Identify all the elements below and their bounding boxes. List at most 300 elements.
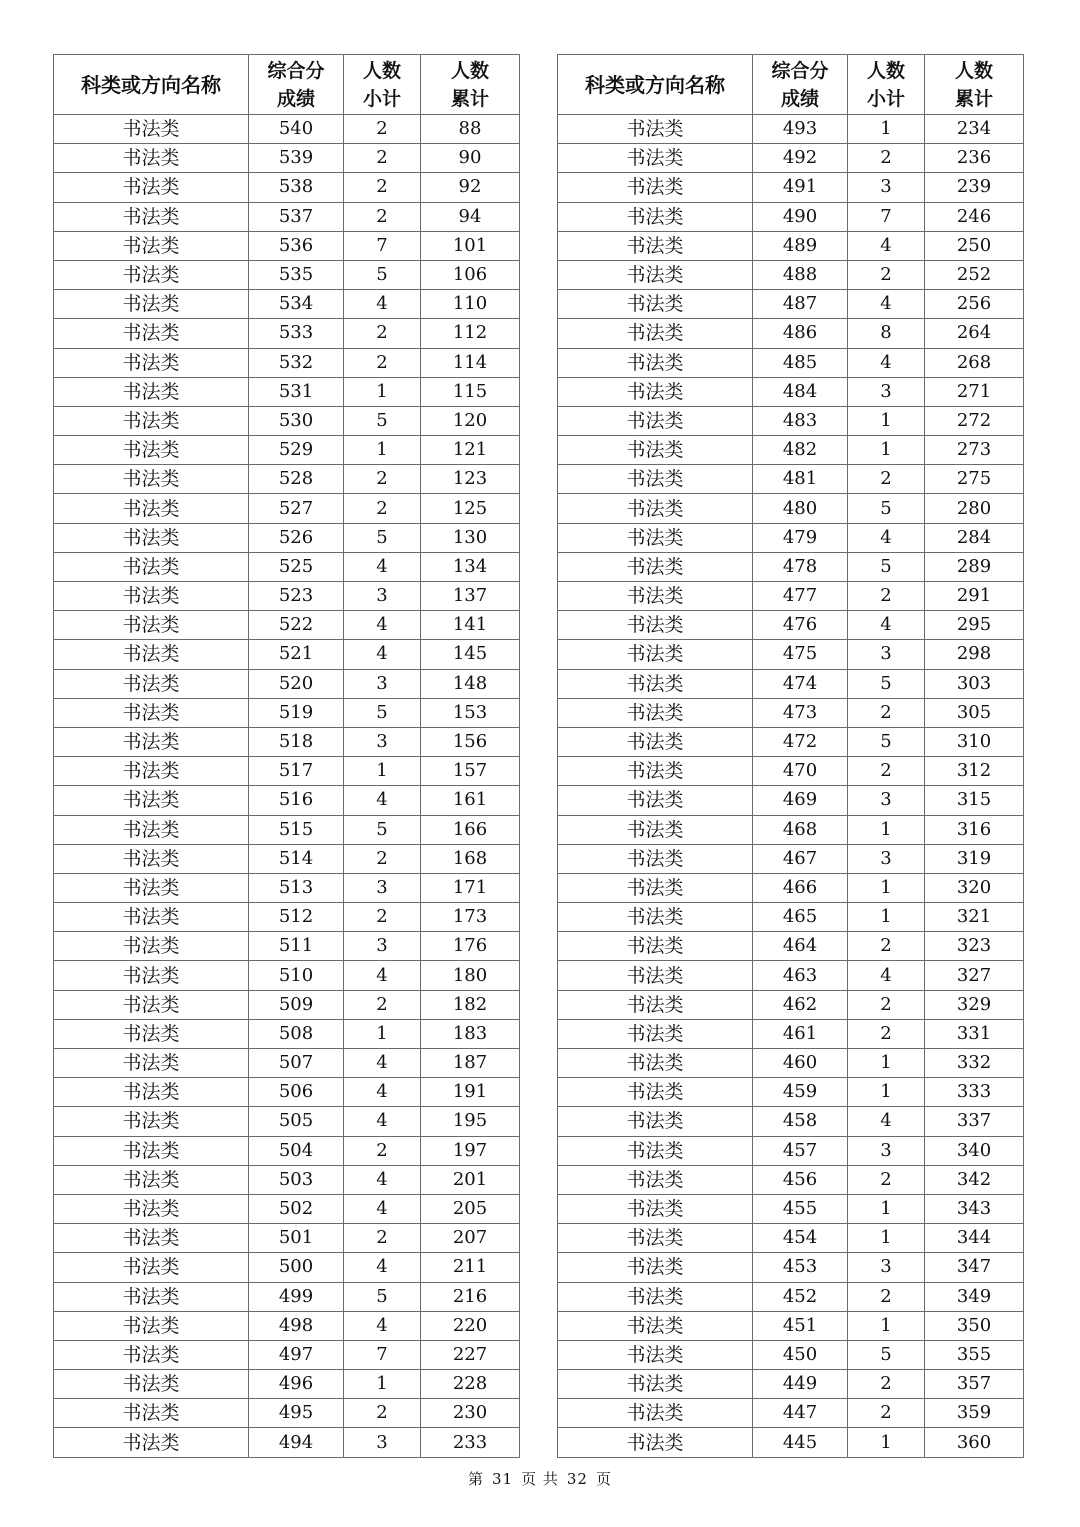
footer-middle: 页 共 — [521, 1470, 559, 1488]
cell-score: 506 — [249, 1078, 344, 1107]
table-row — [558, 640, 1024, 669]
cell-score: 479 — [753, 523, 848, 552]
cell-count: 2 — [344, 1399, 421, 1428]
cell-score: 458 — [753, 1107, 848, 1136]
cell-count: 5 — [344, 406, 421, 435]
cell-category: 书法类 — [54, 1224, 249, 1253]
table-row — [54, 873, 520, 902]
table-row — [54, 611, 520, 640]
cell-score: 522 — [249, 611, 344, 640]
cell-cumulative: 273 — [925, 436, 1024, 465]
cell-cumulative: 316 — [925, 815, 1024, 844]
table-row — [558, 698, 1024, 727]
cell-score: 505 — [249, 1107, 344, 1136]
cell-count: 1 — [848, 1311, 925, 1340]
cell-category: 书法类 — [558, 640, 753, 669]
cell-count: 5 — [344, 1282, 421, 1311]
cell-score: 476 — [753, 611, 848, 640]
cell-category: 书法类 — [54, 173, 249, 202]
cell-count: 4 — [344, 1107, 421, 1136]
table-row — [558, 1311, 1024, 1340]
cell-cumulative: 90 — [421, 144, 520, 173]
cell-cumulative: 183 — [421, 1019, 520, 1048]
cell-count: 2 — [344, 202, 421, 231]
cell-cumulative: 343 — [925, 1194, 1024, 1223]
cell-score: 504 — [249, 1136, 344, 1165]
table-row — [558, 1194, 1024, 1223]
cell-category: 书法类 — [558, 465, 753, 494]
cell-category: 书法类 — [558, 1311, 753, 1340]
table-row — [54, 757, 520, 786]
cell-count: 1 — [848, 436, 925, 465]
table-row — [54, 815, 520, 844]
cell-cumulative: 321 — [925, 903, 1024, 932]
cell-score: 482 — [753, 436, 848, 465]
cell-cumulative: 252 — [925, 260, 1024, 289]
table-row — [54, 406, 520, 435]
cell-cumulative: 298 — [925, 640, 1024, 669]
cell-count: 2 — [848, 144, 925, 173]
cell-count: 5 — [344, 523, 421, 552]
cell-score: 480 — [753, 494, 848, 523]
cell-count: 2 — [344, 115, 421, 144]
cell-count: 3 — [848, 786, 925, 815]
table-row — [558, 669, 1024, 698]
cell-cumulative: 272 — [925, 406, 1024, 435]
cell-score: 454 — [753, 1224, 848, 1253]
cell-category: 书法类 — [558, 144, 753, 173]
cell-score: 532 — [249, 348, 344, 377]
cell-count: 1 — [344, 377, 421, 406]
cell-count: 3 — [344, 932, 421, 961]
score-table-right — [557, 54, 1024, 1458]
cell-category: 书法类 — [558, 1428, 753, 1457]
table-row — [558, 1165, 1024, 1194]
cell-cumulative: 161 — [421, 786, 520, 815]
table-row — [54, 173, 520, 202]
cell-cumulative: 121 — [421, 436, 520, 465]
table-row — [558, 260, 1024, 289]
cell-category: 书法类 — [558, 1282, 753, 1311]
table-row — [558, 873, 1024, 902]
cell-count: 3 — [848, 1253, 925, 1282]
cell-count: 4 — [848, 961, 925, 990]
cell-count: 3 — [848, 844, 925, 873]
cell-count: 1 — [848, 1078, 925, 1107]
table-row — [54, 115, 520, 144]
cell-category: 书法类 — [558, 494, 753, 523]
cell-cumulative: 141 — [421, 611, 520, 640]
cell-cumulative: 110 — [421, 290, 520, 319]
table-row — [558, 1078, 1024, 1107]
header-category: 科类或方向名称 — [558, 55, 753, 115]
cell-cumulative: 256 — [925, 290, 1024, 319]
header-count — [344, 55, 421, 115]
cell-score: 489 — [753, 231, 848, 260]
table-row — [558, 582, 1024, 611]
cell-category: 书法类 — [54, 1282, 249, 1311]
table-row — [558, 757, 1024, 786]
cell-category: 书法类 — [54, 611, 249, 640]
cell-count: 2 — [848, 1165, 925, 1194]
cell-count: 4 — [848, 523, 925, 552]
cell-category: 书法类 — [54, 319, 249, 348]
cell-category: 书法类 — [54, 815, 249, 844]
cell-score: 459 — [753, 1078, 848, 1107]
cell-cumulative: 182 — [421, 990, 520, 1019]
cell-cumulative: 180 — [421, 961, 520, 990]
cell-score: 539 — [249, 144, 344, 173]
cell-cumulative: 289 — [925, 552, 1024, 581]
header-category: 科类或方向名称 — [54, 55, 249, 115]
table-row — [558, 1136, 1024, 1165]
table-row — [558, 494, 1024, 523]
cell-count: 8 — [848, 319, 925, 348]
header-cum-line2: 累计 — [954, 87, 993, 110]
cell-score: 526 — [249, 523, 344, 552]
cell-cumulative: 234 — [925, 115, 1024, 144]
header-count-line2: 小计 — [866, 87, 905, 110]
cell-count: 2 — [344, 173, 421, 202]
cell-count: 2 — [344, 844, 421, 873]
table-row — [54, 290, 520, 319]
score-table-left — [53, 54, 520, 1458]
cell-count: 1 — [848, 1224, 925, 1253]
table-row — [54, 1136, 520, 1165]
cell-score: 477 — [753, 582, 848, 611]
cell-score: 451 — [753, 1311, 848, 1340]
cell-category: 书法类 — [558, 961, 753, 990]
cell-score: 456 — [753, 1165, 848, 1194]
cell-category: 书法类 — [558, 1370, 753, 1399]
cell-score: 474 — [753, 669, 848, 698]
cell-count: 4 — [344, 786, 421, 815]
cell-count: 2 — [344, 903, 421, 932]
cell-count: 3 — [344, 1428, 421, 1457]
table-row — [558, 932, 1024, 961]
table-row — [54, 319, 520, 348]
cell-cumulative: 88 — [421, 115, 520, 144]
cell-cumulative: 187 — [421, 1049, 520, 1078]
table-row — [558, 1340, 1024, 1369]
header-count-line1: 人数 — [866, 59, 905, 82]
cell-category: 书法类 — [54, 669, 249, 698]
table-row — [558, 465, 1024, 494]
footer-page-number: 31 — [492, 1470, 514, 1488]
table-header-row — [558, 55, 1024, 115]
cell-category: 书法类 — [54, 377, 249, 406]
table-row — [54, 844, 520, 873]
cell-count: 4 — [848, 348, 925, 377]
cell-count: 3 — [344, 582, 421, 611]
cell-category: 书法类 — [54, 1078, 249, 1107]
table-row — [54, 1311, 520, 1340]
cell-score: 517 — [249, 757, 344, 786]
table-row — [54, 932, 520, 961]
cell-category: 书法类 — [54, 1136, 249, 1165]
cell-score: 453 — [753, 1253, 848, 1282]
cell-category: 书法类 — [558, 1019, 753, 1048]
table-row — [54, 377, 520, 406]
cell-score: 540 — [249, 115, 344, 144]
table-row — [558, 1049, 1024, 1078]
cell-score: 462 — [753, 990, 848, 1019]
cell-category: 书法类 — [54, 260, 249, 289]
header-cumulative — [421, 55, 520, 115]
cell-category: 书法类 — [558, 115, 753, 144]
cell-cumulative: 168 — [421, 844, 520, 873]
cell-count: 1 — [848, 406, 925, 435]
table-row — [558, 173, 1024, 202]
cell-score: 500 — [249, 1253, 344, 1282]
cell-cumulative: 315 — [925, 786, 1024, 815]
table-row — [558, 815, 1024, 844]
cell-cumulative: 360 — [925, 1428, 1024, 1457]
cell-count: 3 — [344, 669, 421, 698]
cell-cumulative: 327 — [925, 961, 1024, 990]
table-row — [54, 1049, 520, 1078]
table-row — [558, 1428, 1024, 1457]
cell-category: 书法类 — [558, 1194, 753, 1223]
cell-cumulative: 305 — [925, 698, 1024, 727]
cell-score: 473 — [753, 698, 848, 727]
cell-category: 书法类 — [558, 990, 753, 1019]
cell-count: 2 — [344, 494, 421, 523]
cell-score: 485 — [753, 348, 848, 377]
cell-cumulative: 211 — [421, 1253, 520, 1282]
cell-category: 书法类 — [558, 523, 753, 552]
cell-score: 475 — [753, 640, 848, 669]
cell-score: 519 — [249, 698, 344, 727]
cell-count: 2 — [344, 1136, 421, 1165]
cell-count: 1 — [848, 1194, 925, 1223]
cell-cumulative: 205 — [421, 1194, 520, 1223]
cell-count: 3 — [344, 727, 421, 756]
cell-category: 书法类 — [558, 1078, 753, 1107]
cell-category: 书法类 — [54, 231, 249, 260]
table-row — [54, 698, 520, 727]
cell-score: 449 — [753, 1370, 848, 1399]
cell-cumulative: 303 — [925, 669, 1024, 698]
cell-score: 488 — [753, 260, 848, 289]
table-row — [54, 1019, 520, 1048]
table-row — [54, 582, 520, 611]
cell-score: 535 — [249, 260, 344, 289]
cell-cumulative: 236 — [925, 144, 1024, 173]
cell-cumulative: 112 — [421, 319, 520, 348]
cell-cumulative: 323 — [925, 932, 1024, 961]
cell-score: 507 — [249, 1049, 344, 1078]
cell-cumulative: 153 — [421, 698, 520, 727]
header-score — [753, 55, 848, 115]
cell-score: 530 — [249, 406, 344, 435]
cell-cumulative: 347 — [925, 1253, 1024, 1282]
cell-category: 书法类 — [558, 757, 753, 786]
cell-count: 4 — [344, 961, 421, 990]
cell-category: 书法类 — [54, 494, 249, 523]
cell-category: 书法类 — [54, 202, 249, 231]
table-row — [558, 844, 1024, 873]
table-row — [558, 1224, 1024, 1253]
cell-count: 4 — [344, 611, 421, 640]
cell-category: 书法类 — [54, 436, 249, 465]
table-row — [54, 1282, 520, 1311]
table-row — [54, 1399, 520, 1428]
cell-count: 2 — [848, 465, 925, 494]
cell-count: 3 — [344, 873, 421, 902]
cell-cumulative: 115 — [421, 377, 520, 406]
cell-cumulative: 340 — [925, 1136, 1024, 1165]
cell-cumulative: 357 — [925, 1370, 1024, 1399]
cell-count: 2 — [344, 465, 421, 494]
table-row — [558, 1370, 1024, 1399]
cell-category: 书法类 — [558, 231, 753, 260]
cell-category: 书法类 — [558, 319, 753, 348]
cell-category: 书法类 — [54, 552, 249, 581]
cell-count: 1 — [848, 1428, 925, 1457]
cell-score: 492 — [753, 144, 848, 173]
cell-category: 书法类 — [54, 1370, 249, 1399]
table-row — [558, 319, 1024, 348]
cell-score: 512 — [249, 903, 344, 932]
cell-category: 书法类 — [558, 873, 753, 902]
cell-category: 书法类 — [54, 582, 249, 611]
cell-cumulative: 195 — [421, 1107, 520, 1136]
cell-category: 书法类 — [558, 669, 753, 698]
header-score — [249, 55, 344, 115]
table-row — [558, 144, 1024, 173]
cell-score: 466 — [753, 873, 848, 902]
cell-count: 4 — [344, 1194, 421, 1223]
cell-cumulative: 191 — [421, 1078, 520, 1107]
cell-score: 496 — [249, 1370, 344, 1399]
cell-count: 2 — [344, 348, 421, 377]
table-row — [54, 202, 520, 231]
cell-category: 书法类 — [54, 903, 249, 932]
cell-category: 书法类 — [54, 1049, 249, 1078]
cell-score: 481 — [753, 465, 848, 494]
cell-category: 书法类 — [54, 465, 249, 494]
cell-cumulative: 344 — [925, 1224, 1024, 1253]
cell-score: 533 — [249, 319, 344, 348]
cell-category: 书法类 — [54, 727, 249, 756]
cell-score: 508 — [249, 1019, 344, 1048]
cell-cumulative: 246 — [925, 202, 1024, 231]
cell-score: 527 — [249, 494, 344, 523]
cell-count: 2 — [344, 319, 421, 348]
cell-cumulative: 355 — [925, 1340, 1024, 1369]
cell-cumulative: 342 — [925, 1165, 1024, 1194]
cell-count: 4 — [848, 290, 925, 319]
table-row — [54, 348, 520, 377]
cell-category: 书法类 — [558, 260, 753, 289]
footer-prefix: 第 — [468, 1470, 485, 1488]
table-row — [54, 494, 520, 523]
table-row — [54, 990, 520, 1019]
cell-cumulative: 137 — [421, 582, 520, 611]
cell-category: 书法类 — [558, 1224, 753, 1253]
cell-count: 5 — [848, 552, 925, 581]
cell-cumulative: 125 — [421, 494, 520, 523]
cell-count: 1 — [344, 757, 421, 786]
cell-score: 515 — [249, 815, 344, 844]
cell-cumulative: 291 — [925, 582, 1024, 611]
cell-cumulative: 271 — [925, 377, 1024, 406]
cell-score: 499 — [249, 1282, 344, 1311]
cell-score: 497 — [249, 1340, 344, 1369]
cell-score: 484 — [753, 377, 848, 406]
cell-count: 1 — [344, 1019, 421, 1048]
cell-cumulative: 332 — [925, 1049, 1024, 1078]
cell-cumulative: 312 — [925, 757, 1024, 786]
table-row — [558, 903, 1024, 932]
cell-count: 1 — [344, 436, 421, 465]
table-row — [558, 552, 1024, 581]
cell-score: 494 — [249, 1428, 344, 1457]
cell-score: 534 — [249, 290, 344, 319]
cell-score: 478 — [753, 552, 848, 581]
table-row — [54, 260, 520, 289]
cell-category: 书法类 — [54, 290, 249, 319]
cell-cumulative: 280 — [925, 494, 1024, 523]
cell-score: 469 — [753, 786, 848, 815]
footer-suffix: 页 — [595, 1470, 612, 1488]
table-row — [558, 523, 1024, 552]
cell-score: 457 — [753, 1136, 848, 1165]
cell-cumulative: 130 — [421, 523, 520, 552]
cell-cumulative: 333 — [925, 1078, 1024, 1107]
cell-category: 书法类 — [558, 290, 753, 319]
cell-category: 书法类 — [54, 786, 249, 815]
cell-score: 468 — [753, 815, 848, 844]
cell-score: 518 — [249, 727, 344, 756]
cell-score: 514 — [249, 844, 344, 873]
cell-score: 487 — [753, 290, 848, 319]
cell-cumulative: 268 — [925, 348, 1024, 377]
cell-score: 455 — [753, 1194, 848, 1223]
cell-cumulative: 134 — [421, 552, 520, 581]
header-cum-line1: 人数 — [450, 59, 489, 82]
cell-score: 486 — [753, 319, 848, 348]
cell-cumulative: 157 — [421, 757, 520, 786]
cell-score: 523 — [249, 582, 344, 611]
cell-count: 3 — [848, 1136, 925, 1165]
cell-category: 书法类 — [54, 406, 249, 435]
cell-category: 书法类 — [558, 173, 753, 202]
table-body-left — [54, 115, 520, 1458]
cell-score: 452 — [753, 1282, 848, 1311]
cell-count: 2 — [344, 144, 421, 173]
cell-score: 520 — [249, 669, 344, 698]
cell-count: 3 — [848, 640, 925, 669]
cell-count: 1 — [344, 1370, 421, 1399]
cell-category: 书法类 — [558, 611, 753, 640]
cell-cumulative: 310 — [925, 727, 1024, 756]
cell-cumulative: 216 — [421, 1282, 520, 1311]
cell-cumulative: 173 — [421, 903, 520, 932]
cell-cumulative: 233 — [421, 1428, 520, 1457]
header-cum-line2: 累计 — [450, 87, 489, 110]
cell-count: 4 — [344, 640, 421, 669]
cell-score: 463 — [753, 961, 848, 990]
cell-count: 4 — [344, 1165, 421, 1194]
cell-cumulative: 331 — [925, 1019, 1024, 1048]
table-row — [54, 552, 520, 581]
cell-count: 4 — [344, 290, 421, 319]
cell-cumulative: 239 — [925, 173, 1024, 202]
cell-count: 2 — [848, 698, 925, 727]
cell-count: 1 — [848, 873, 925, 902]
